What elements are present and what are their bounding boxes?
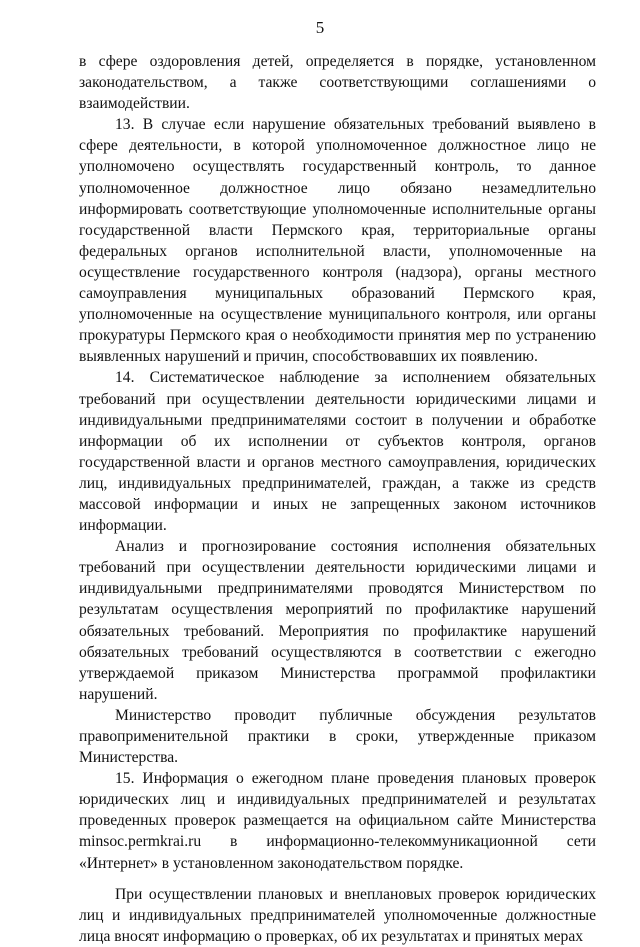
paragraph-analysis: Анализ и прогнозирование состояния исполнения обязательных требований при осуществлении деятельности юридическими лицами и индивидуальными предпринимателями проводятся Министерством по результатам осуществления мероприятий по профилактике нарушений обязательных требований. Мероприятия по профилактике нарушений обязательных требований осуществляются в соответствии с ежегодно утверждаемой приказом Министерства программой профилактики нарушений. <box>79 538 596 703</box>
paragraph-continuation: в сфере оздоровления детей, определяется в порядке, установленном законодательством, а также соответствующими соглашениями о взаимодействии. <box>79 53 596 113</box>
paragraph-inspections: При осуществлении плановых и внеплановых проверок юридических лиц и индивидуальных предпринимателей уполномоченные должностные лица вносят информацию о проверках, об их результатах и принятых мерах <box>79 885 596 945</box>
paragraph-15: 15. Информация о ежегодном плане проведения плановых проверок юридических лиц и индивидуальных предпринимателей и результатах проведенных проверок размещается на официальном сайте Министерства minsoc.permkrai.ru в информационно-телекоммуникационной сети «Интернет» в установленном законодательством порядке. <box>79 770 596 872</box>
paragraph-14: 14. Систематическое наблюдение за исполнением обязательных требований при осуществлении деятельности юридическими лицами и индивидуальными предпринимателями состоит в получении и обработке информации об их исполнении от субъектов контроля, органов государственной власти и органов местного самоуправления, юридических лиц, индивидуальных предпринимателей, граждан, а также из средств массовой информации и иных не запрещенных законом источников информации. <box>79 369 596 535</box>
paragraph-public-discussion: Министерство проводит публичные обсуждения результатов правоприменительной практики в сроки, утвержденные приказом Министерства. <box>79 706 596 767</box>
page-number: 5 <box>315 18 325 37</box>
paragraph-13: 13. В случае если нарушение обязательных требований выявлено в сфере деятельности, в которой уполномоченное должностное лицо не уполномочено осуществлять государственный контроль, то данное уполномоченное должностное лицо обязано незамедлительно информировать соответствующие уполномоченные исполнительные органы государственной власти Пермского края, территориальные органы федеральных органов исполнительной власти, уполномоченные на осуществление государственного контроля (надзора), органы местного самоуправления муниципальных образований Пермского края, уполномоченные на осуществление муниципального контроля, или органы прокуратуры Пермского края о необходимости принятия мер по устранению выявленных нарушений и причин, способствовавших их появлению. <box>79 116 596 366</box>
document-body <box>79 51 596 947</box>
